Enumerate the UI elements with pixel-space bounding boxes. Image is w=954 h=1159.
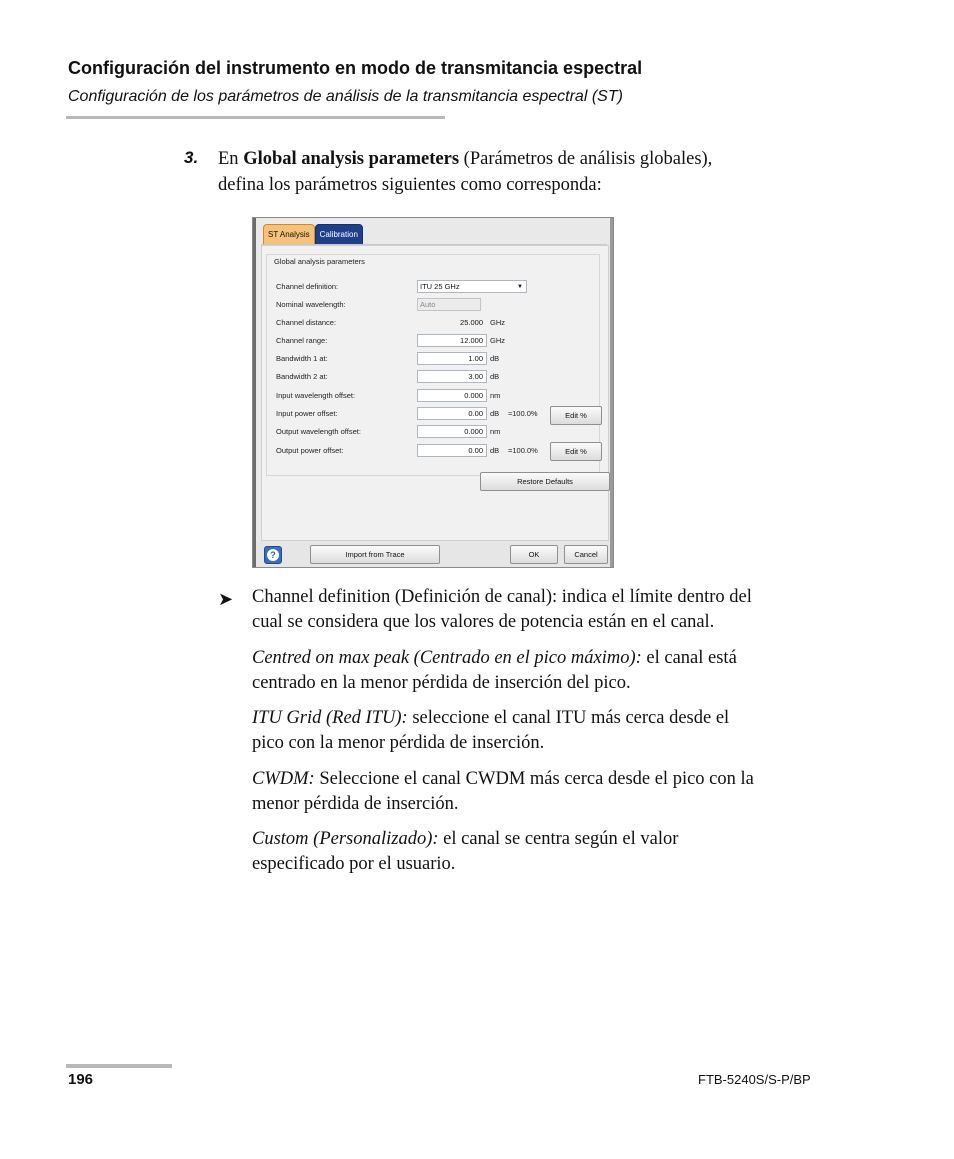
bandwidth1-unit: dB (490, 354, 500, 363)
channel-range-label: Channel range: (276, 336, 328, 345)
definition-line2: menor pérdida de inserción. (252, 794, 459, 814)
definition-term: Custom (Personalizado): (252, 829, 439, 849)
definition-line1: Seleccione el canal CWDM más cerca desde el pico con la (314, 769, 754, 789)
input-wavelength-offset-unit: nm (490, 391, 501, 400)
definition-term: CWDM: (252, 769, 315, 789)
definition-cwdm (252, 767, 832, 817)
output-wavelength-offset-label: Output wavelength offset: (276, 427, 361, 436)
bandwidth1-field[interactable]: 1.00 (417, 352, 487, 365)
input-power-offset-field[interactable]: 0.00 (417, 407, 487, 420)
definition-line1: el canal se centra según el valor (438, 829, 679, 849)
definition-line2: centrado en la menor pérdida de inserción del pico. (252, 673, 631, 693)
definition-term: ITU Grid (Red ITU): (252, 708, 408, 728)
import-from-trace-button[interactable]: Import from Trace (310, 545, 440, 564)
step-prefix: En (218, 149, 239, 169)
output-power-percent: =100.0% (508, 446, 538, 455)
definition-term: Centred on max peak (Centrado en el pico máximo): (252, 648, 642, 668)
chevron-down-icon: ▼ (517, 284, 523, 290)
definition-itu-grid (252, 706, 832, 756)
st-analysis-dialog (252, 217, 614, 568)
section-title: Configuración del instrumento en modo de transmitancia espectral (68, 58, 643, 78)
help-icon: ? (267, 549, 279, 561)
tab-st-analysis[interactable]: ST Analysis (263, 224, 315, 246)
nominal-wavelength-field: Auto (417, 298, 481, 311)
definition-custom (252, 827, 832, 877)
dialog-button-bar (256, 541, 610, 567)
group-label: Global analysis parameters (274, 257, 365, 266)
definition-line1: el canal está (641, 648, 737, 668)
page-number: 196 (68, 1071, 94, 1088)
step-bold-term: Global analysis parameters (243, 149, 460, 169)
channel-distance-value: 25.000 (460, 318, 483, 327)
channel-definition-dropdown[interactable] (417, 280, 527, 293)
step-line2: defina los parámetros siguientes como corresponda: (218, 175, 602, 195)
input-edit-percent-button[interactable]: Edit % (550, 406, 602, 425)
dialog-right-edge (610, 218, 613, 567)
bandwidth2-label: Bandwidth 2 at: (276, 372, 328, 381)
channel-range-field[interactable]: 12.000 (417, 334, 487, 347)
bullet-arrow-icon: ➤ (218, 589, 234, 609)
section-subtitle: Configuración de los parámetros de análisis de la transmitancia espectral (ST) (68, 88, 623, 105)
bandwidth1-label: Bandwidth 1 at: (276, 354, 328, 363)
output-wavelength-offset-unit: nm (490, 427, 501, 436)
channel-distance-unit: GHz (490, 318, 505, 327)
bullet-line1: Channel definition (Definición de canal): indica el límite dentro del (252, 587, 752, 607)
tab-calibration[interactable]: Calibration (315, 224, 363, 246)
output-power-offset-unit: dB (490, 446, 500, 455)
channel-definition-value: ITU 25 GHz (420, 282, 460, 291)
input-power-offset-label: Input power offset: (276, 409, 338, 418)
channel-distance-label: Channel distance: (276, 318, 337, 327)
nominal-wavelength-label: Nominal wavelength: (276, 300, 346, 309)
dialog-tabs (263, 224, 363, 244)
header-divider (66, 116, 445, 119)
ok-button[interactable]: OK (510, 545, 558, 564)
dialog-left-edge (253, 218, 256, 567)
bullet-text (252, 585, 832, 635)
st-analysis-panel (261, 245, 609, 541)
definition-line2: especificado por el usuario. (252, 854, 456, 874)
bandwidth2-unit: dB (490, 372, 500, 381)
footer-divider (66, 1064, 172, 1068)
channel-range-unit: GHz (490, 336, 505, 345)
output-edit-percent-button[interactable]: Edit % (550, 442, 602, 461)
definition-centred (252, 646, 832, 696)
output-power-offset-field[interactable]: 0.00 (417, 444, 487, 457)
cancel-button[interactable]: Cancel (564, 545, 608, 564)
input-power-percent: ≈100.0% (508, 409, 538, 418)
bullet-line2: cual se considera que los valores de potencia están en el canal. (252, 612, 715, 632)
channel-definition-label: Channel definition: (276, 282, 339, 291)
step-text (218, 146, 818, 198)
definition-line2: pico con la menor pérdida de inserción. (252, 733, 545, 753)
output-power-offset-label: Output power offset: (276, 446, 344, 455)
restore-defaults-button[interactable]: Restore Defaults (480, 472, 610, 491)
input-wavelength-offset-field[interactable]: 0.000 (417, 389, 487, 402)
definition-line1: seleccione el canal ITU más cerca desde el (407, 708, 730, 728)
input-wavelength-offset-label: Input wavelength offset: (276, 391, 356, 400)
step-rest: (Parámetros de análisis globales), (463, 149, 713, 169)
document-code: FTB-5240S/S-P/BP (698, 1072, 811, 1087)
bandwidth2-field[interactable]: 3.00 (417, 370, 487, 383)
input-power-offset-unit: dB (490, 409, 500, 418)
output-wavelength-offset-field[interactable]: 0.000 (417, 425, 487, 438)
help-button[interactable] (264, 546, 282, 564)
step-number: 3. (184, 148, 199, 167)
